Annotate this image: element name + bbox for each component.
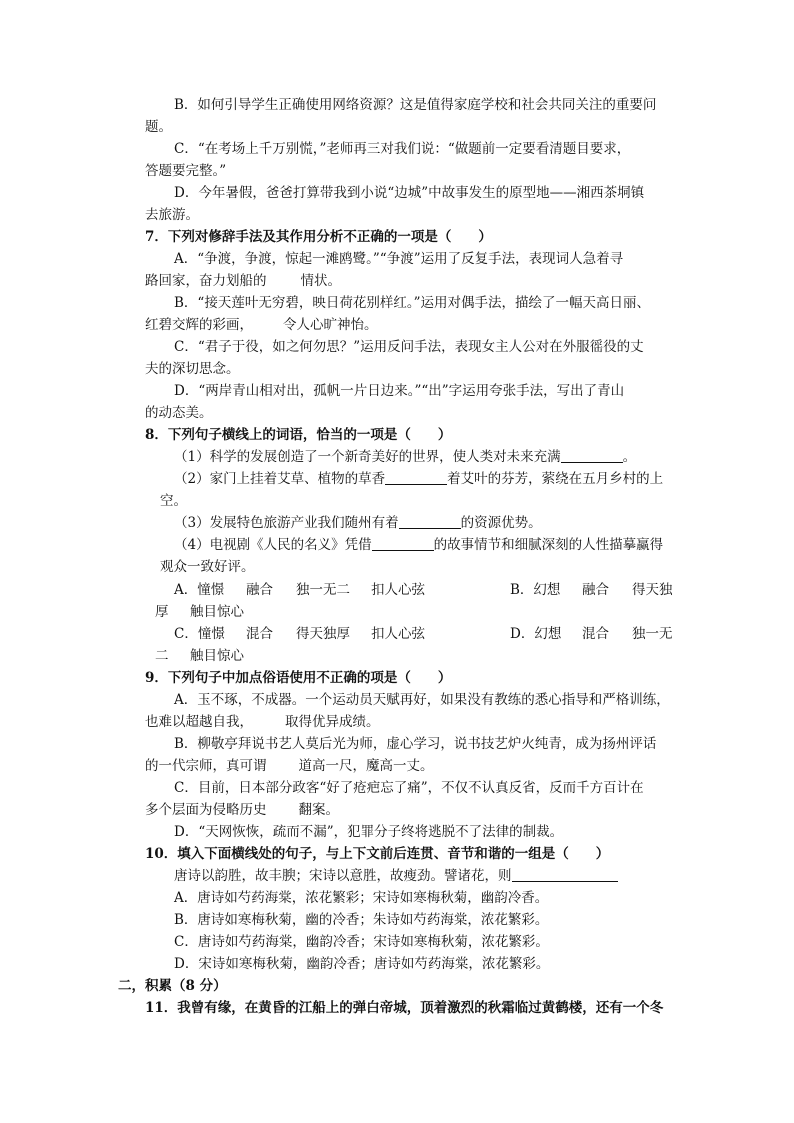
q8-option-b-2: 融合 (582, 582, 609, 598)
q9-option-a: A．玉不琢，不成器。一个运动员天赋再好，如果没有教练的悉心指导和严格训练， (174, 692, 670, 708)
q8-option-b-3: 得天独 (632, 582, 673, 598)
q8-option-c-1: C．憧憬 (174, 626, 225, 642)
q8-s4-text: （4）电视剧《人民的名义》凭借 (174, 537, 372, 553)
q6-option-d: D．今年暑假，爸爸打算带我到小说“边城”中故事发生的原型地——湘西茶垌镇 (174, 185, 645, 201)
q7-stem: 7．下列对修辞手法及其作用分析不正确的一项是（ ） (145, 229, 492, 245)
q7-option-a: A．“争渡，争渡，惊起一滩鸥鹭。”“争渡”运用了反复手法，表现词人急着寻 (174, 251, 624, 267)
q6-option-b-wrap: 题。 (145, 119, 172, 135)
q6-option-c: C．“在考场上千万别慌，”老师再三对我们说：“做题前一定要看清题目要求， (174, 141, 631, 157)
q9-option-c: C．目前，日本部分政客“好了疮疤忘了痛”，不仅不认真反省，反而千方百计在 (174, 780, 644, 796)
q8-option-a-3: 独一无二 (296, 582, 350, 598)
q8-s3-text-cont: 的资源优势。 (460, 515, 542, 531)
answer-blank (512, 867, 618, 882)
q8-option-c-2: 混合 (246, 626, 273, 642)
section-heading: 二，积累（8 分） (118, 978, 227, 994)
q8-option-b-1: B．幻想 (510, 582, 561, 598)
q10-option-d: D．宋诗如寒梅秋菊，幽韵冷香；唐诗如芍药海棠，浓花繁彩。 (174, 956, 550, 972)
q10-stem: 10．填入下面横线处的句子，与上下文前后连贯、音节和谐的一组是（ ） (145, 846, 610, 862)
q8-s1-end: 。 (622, 449, 637, 465)
q9-option-c-wrap (145, 799, 339, 821)
answer-blank (372, 536, 434, 551)
q8-option-d-3: 独一无 (632, 626, 673, 642)
q7-option-a-part1: 路回家，奋力划船的 (145, 273, 267, 289)
q8-option-d-wrap-2: 触目惊心 (190, 648, 244, 664)
answer-blank (385, 470, 447, 485)
q8-s4-text-cont: 的故事情节和细腻深刻的人性描摹赢得 (433, 537, 664, 553)
q8-option-c-4: 扣人心弦 (371, 626, 425, 642)
q8-s1-text: （1）科学的发展创造了一个新奇美好的世界，使人类对未来充满 (174, 449, 561, 465)
q8-sentence-1 (174, 446, 636, 468)
q9-option-d: D．“天网恢恢，疏而不漏”，犯罪分子终将逃脱不了法律的制裁。 (174, 824, 564, 840)
q8-sentence-2 (174, 468, 663, 490)
q8-s3-text: （3）发展特色旅游产业我们随州有着 (174, 515, 399, 531)
q7-option-d-wrap: 的动态美。 (145, 405, 213, 421)
q7-option-b-wrap (145, 314, 378, 336)
q9-option-b: B．柳敬亭拜说书艺人莫后光为师，虚心学习，说书技艺炉火纯青，成为扬州评话 (174, 736, 657, 752)
q7-option-b-part2: 令人心旷神怡。 (283, 317, 378, 333)
q9-option-b-wrap (145, 755, 434, 777)
q9-stem: 9．下列句子中加点俗语使用不正确的项是（ ） (145, 670, 452, 686)
q8-option-c-3: 得天独厚 (296, 626, 350, 642)
q8-sentence-4-wrap: 观众一致好评。 (160, 559, 255, 575)
q7-option-a-part2: 情状。 (300, 273, 341, 289)
q8-option-a-2: 融合 (246, 582, 273, 598)
q8-option-a-1: A．憧憬 (174, 582, 225, 598)
q6-option-b: B．如何引导学生正确使用网络资源？这是值得家庭学校和社会共同关注的重要问 (174, 97, 657, 113)
q9-option-a-part2: 取得优异成绩。 (285, 714, 380, 730)
q8-sentence-3 (174, 512, 542, 534)
q8-option-d-1: D．幻想 (510, 626, 562, 642)
q11-text: 11．我曾有缘，在黄昏的江船上的弹白帝城，顶着激烈的秋霜临过黄鹤楼，还有一个冬 (145, 1000, 664, 1016)
q8-stem: 8．下列句子横线上的词语，恰当的一项是（ ） (145, 427, 452, 443)
q7-option-b: B．“接天莲叶无穷碧，映日荷花别样红。”运用对偶手法，描绘了一幅天高日丽、 (174, 295, 650, 311)
q10-context (174, 865, 618, 887)
q10-option-c: C．唐诗如芍药海棠，幽韵冷香；宋诗如寒梅秋菊，浓花繁彩。 (174, 934, 549, 950)
q9-option-b-part2: 道高一尺，魔高一丈。 (298, 758, 434, 774)
q8-s2-text: （2）家门上挂着艾草、植物的草香 (174, 471, 386, 487)
q9-option-c-part2: 翻案。 (298, 802, 339, 818)
q8-sentence-4 (174, 534, 663, 556)
q9-option-a-part1: 也难以超越自我， (145, 714, 253, 730)
q6-option-d-wrap: 去旅游。 (145, 207, 199, 223)
q8-option-b-wrap-1: 厚 (155, 604, 169, 620)
q8-s2-text-cont: 着艾叶的芬芳，萦绕在五月乡村的上 (447, 471, 664, 487)
q9-option-c-part1: 多个层面为侵略历史 (145, 802, 267, 818)
q10-option-a: A．唐诗如芍药海棠，浓花繁彩；宋诗如寒梅秋菊，幽韵冷香。 (174, 890, 549, 906)
answer-blank (399, 514, 461, 529)
q10-context-text: 唐诗以韵胜，故丰腴；宋诗以意胜，故瘦劲。譬诸花，则 (174, 868, 512, 884)
q8-option-d-2: 混合 (582, 626, 609, 642)
q7-option-b-part1: 红碧交辉的彩画， (145, 317, 253, 333)
q7-option-c: C．“君子于役，如之何勿思？”运用反问手法，表现女主人公对在外服徭役的丈 (174, 339, 644, 355)
q8-sentence-2-wrap: 空。 (160, 493, 187, 509)
answer-blank (561, 448, 623, 463)
q9-option-a-wrap (145, 711, 380, 733)
q8-option-d-wrap-1: 二 (155, 648, 169, 664)
q9-option-b-part1: 的一代宗师，真可谓 (145, 758, 267, 774)
q8-option-b-wrap-2: 触目惊心 (190, 604, 244, 620)
q8-option-a-4: 扣人心弦 (371, 582, 425, 598)
q7-option-d: D．“两岸青山相对出，孤帆一片日边来。”“出”字运用夸张手法，写出了青山 (174, 383, 625, 399)
q10-option-b: B．唐诗如寒梅秋菊，幽的冷香；朱诗如芍药海棠，浓花繁彩。 (174, 912, 549, 928)
q7-option-c-wrap: 夫的深切思念。 (145, 361, 240, 377)
q7-option-a-wrap (145, 270, 341, 292)
q6-option-c-wrap: 答题要完整。” (145, 163, 227, 179)
